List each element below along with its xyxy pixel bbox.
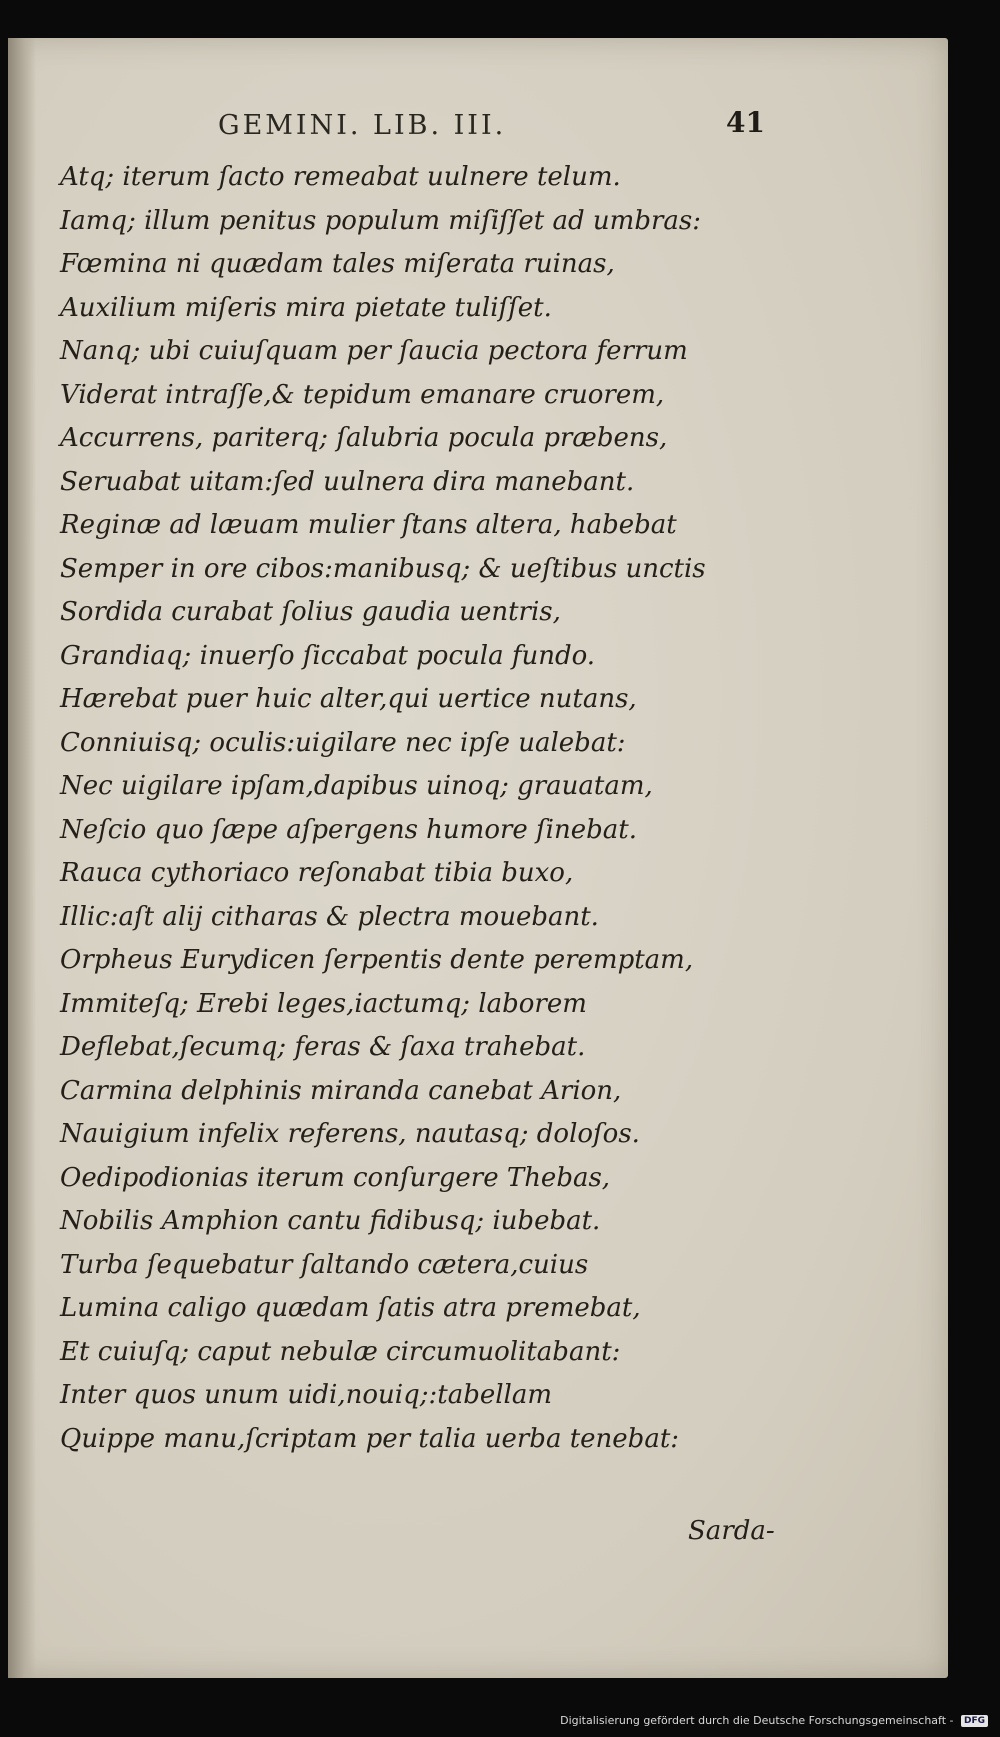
verse-line: Nauigium infelix referens, nautasq; doloſos. <box>60 1119 640 1149</box>
verse-line: Deflebat,ſecumq; feras & ſaxa trahebat. <box>60 1032 586 1062</box>
verse-line: Accurrens, pariterq; ſalubria pocula præbens, <box>60 423 668 453</box>
verse-line: Hærebat puer huic alter,qui uertice nutans, <box>60 684 637 714</box>
running-head: GEMINI. LIB. III. <box>218 110 507 141</box>
page-number: 41 <box>726 106 765 139</box>
dfg-logo-icon: DFG <box>961 1715 988 1727</box>
verse-line: Turba ſequebatur ſaltando cætera,cuius <box>60 1249 589 1280</box>
verse-line: Nec uigilare ipſam,dapibus uinoq; grauatam, <box>60 771 653 801</box>
verse-line: Nobilis Amphion cantu fidibusq; iubebat. <box>60 1206 601 1236</box>
verse-line: Atq; iterum ſacto remeabat uulnere telum. <box>60 162 621 192</box>
verse-line: Viderat intraſſe,& tepidum emanare cruorem, <box>60 379 665 410</box>
verse-line: Et cuiuſq; caput nebulæ circumuolitabant: <box>60 1336 621 1367</box>
page-gutter <box>8 38 36 1678</box>
verse-line: Reginæ ad læuam mulier ſtans altera, habebat <box>60 510 677 540</box>
verse-line: Oedipodionias iterum conſurgere Thebas, <box>60 1162 611 1193</box>
verse-line: Orpheus Eurydicen ſerpentis dente peremptam, <box>60 945 694 975</box>
verse-line: Conniuisq; oculis:uigilare nec ipſe ualebat: <box>60 727 626 758</box>
digitization-credit <box>0 1714 1000 1727</box>
book-page <box>8 38 948 1678</box>
verse-line: Auxilium miſeris mira pietate tuliſſet. <box>60 292 552 323</box>
verse-line: Lumina caligo quædam ſatis atra premebat, <box>60 1293 641 1323</box>
verse-line: Inter quos unum uidi,nouiq;:tabellam <box>60 1380 553 1410</box>
verse-line: Seruabat uitam:ſed uulnera dira manebant. <box>60 466 635 497</box>
verse-line: Rauca cythoriaco reſonabat tibia buxo, <box>60 858 574 888</box>
verse-line: Fœmina ni quædam tales miſerata ruinas, <box>60 249 615 279</box>
verse-line: Carmina delphinis miranda canebat Arion, <box>60 1075 622 1106</box>
verse-text <box>60 156 706 1461</box>
verse-line: Illic:aſt alij citharas & plectra mouebant. <box>60 901 599 932</box>
verse-line: Grandiaq; inuerſo ſiccabat pocula fundo. <box>60 640 596 671</box>
verse-line: Semper in ore cibos:manibusq; & ueſtibus unctis <box>60 553 706 584</box>
catchword: Sarda- <box>688 1516 775 1546</box>
verse-line: Nanq; ubi cuiuſquam per ſaucia pectora ferrum <box>60 336 688 366</box>
verse-line: Immiteſq; Erebi leges,iactumq; laborem <box>60 988 587 1019</box>
verse-line: Quippe manu,ſcriptam per talia uerba tenebat: <box>60 1423 680 1454</box>
verse-line: Iamq; illum penitus populum miſiſſet ad umbras: <box>60 205 701 236</box>
verse-line: Neſcio quo ſæpe aſpergens humore ſinebat. <box>60 814 637 845</box>
credit-text: Digitalisierung gefördert durch die Deutsche Forschungsgemeinschaft - <box>560 1714 954 1727</box>
verse-line: Sordida curabat ſolius gaudia uentris, <box>60 597 561 627</box>
